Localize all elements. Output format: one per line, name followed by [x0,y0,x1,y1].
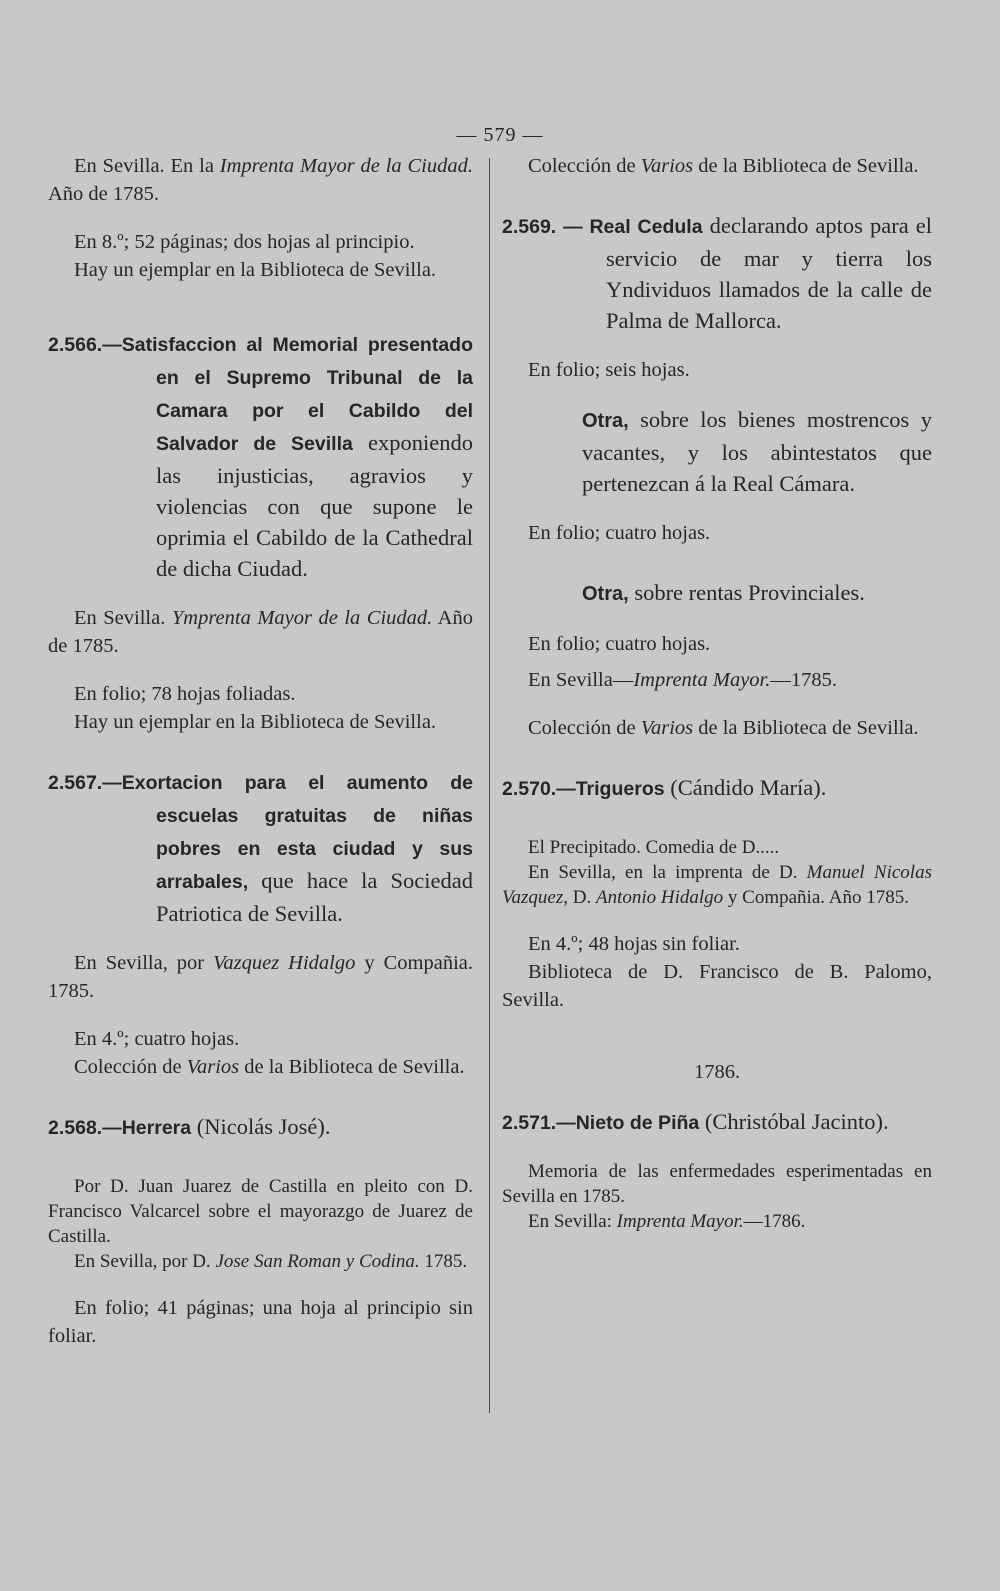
paragraph: Biblioteca de D. Francisco de B. Palomo, Sevilla. [502,961,932,1011]
entry-number: 2.566.— [48,334,122,356]
entry-number: 2.570.— [502,778,576,800]
entry-number: 2.567.— [48,772,122,794]
paragraph: Colección de Varios de la Biblioteca de Sevilla. [528,717,919,739]
paragraph: Colección de Varios de la Biblioteca de Sevilla. [528,155,919,177]
paragraph: En 4.º; cuatro hojas. [74,1028,240,1050]
paragraph: En 8.º; 52 páginas; dos hojas al principio. [74,231,415,253]
entry-2568 [48,1111,473,1144]
entry-description: exponiendo las injusticias, agravios y violencias con que supone le oprimia el Cabildo de la Cathedral de dicha Ciudad. [156,430,473,581]
entry-description: (Nicolás José). [191,1114,331,1139]
paragraph: En folio; cuatro hojas. [528,522,711,544]
sub-entry-description: sobre rentas Provinciales. [628,580,865,605]
entry-number: 2.571.— [502,1112,576,1134]
sub-entry-description: sobre los bienes mostrencos y vacantes, y los abintestatos que pertenezcan á la Real Cámara. [582,407,932,496]
paragraph: En Sevilla. En la Imprenta Mayor de la Ciudad. Año de 1785. [48,155,473,205]
entry-description: (Cándido María). [664,775,827,800]
paragraph: En Sevilla, por Vazquez Hidalgo y Compañia. 1785. [48,952,474,1002]
page-number: — 579 — [456,124,544,146]
entry-title: Trigueros [575,778,665,800]
paragraph: El Precipitado. Comedia de D..... [528,837,780,858]
column-divider [489,158,490,1413]
entry-description: (Christóbal Jacinto). [699,1109,889,1134]
entry-title: Nieto de Piña [575,1112,700,1134]
paragraph: Colección de Varios de la Biblioteca de Sevilla. [74,1056,465,1078]
paragraph: En Sevilla. Ymprenta Mayor de la Ciudad. Año de 1785. [48,607,473,657]
paragraph: Hay un ejemplar en la Biblioteca de Sevilla. [74,711,437,733]
paragraph: En Sevilla, por D. Jose San Roman y Codina. 1785. [74,1251,468,1272]
sub-entry-title: Otra, [582,583,629,605]
paragraph: Hay un ejemplar en la Biblioteca de Sevilla. [74,259,437,281]
entry-2569 [502,210,932,336]
paragraph: En Sevilla: Imprenta Mayor.—1786. [528,1211,806,1232]
year-heading: 1786. [693,1061,741,1083]
paragraph: En folio; seis hojas. [528,359,690,381]
paragraph: En 4.º; 48 hojas sin foliar. [528,933,740,955]
left-column [48,152,473,1350]
entry-title: Real Cedula [589,216,703,238]
entry-2566 [48,328,473,584]
entry-description: que hace la Sociedad Patriotica de Sevilla. [156,868,473,926]
paragraph: En folio; 41 páginas; una hoja al principio sin foliar. [48,1297,473,1347]
entry-title: Herrera [121,1117,192,1139]
entry-2571 [502,1106,932,1139]
entry-title: Exortacion para el aumento de escuelas gratuitas de niñas pobres en esta ciudad y sus arrabales, [121,772,473,893]
paragraph: Por D. Juan Juarez de Castilla en pleito con D. Francisco Valcarcel sobre el mayorazgo de Juarez de Castilla. [48,1176,473,1247]
paragraph: En folio; 78 hojas foliadas. [74,683,296,705]
paragraph: En Sevilla, en la imprenta de D. Manuel Nicolas Vazquez, D. Antonio Hidalgo y Compañia. Año 1785. [502,862,932,908]
entry-number: 2.568.— [48,1117,122,1139]
sub-entry [502,577,932,610]
sub-entry-title: Otra, [582,410,629,432]
sub-entry [502,404,932,499]
entry-title: Satisfaccion al Memorial presentado en el Supremo Tribunal de la Camara por el Cabildo del Salvador de Sevilla [121,334,473,455]
paragraph: En Sevilla—Imprenta Mayor.—1785. [528,669,837,691]
entry-description: declarando aptos para el servicio de mar y tierra los Yndividuos llamados de la calle de Palma de Mallorca. [606,213,932,333]
paragraph: Memoria de las enfermedades esperimentadas en Sevilla en 1785. [502,1161,932,1207]
entry-2567 [48,766,473,929]
paragraph: En folio; cuatro hojas. [528,633,711,655]
right-column [502,152,932,1234]
entry-2570 [502,772,932,805]
entry-number: 2.569. — [502,216,590,238]
